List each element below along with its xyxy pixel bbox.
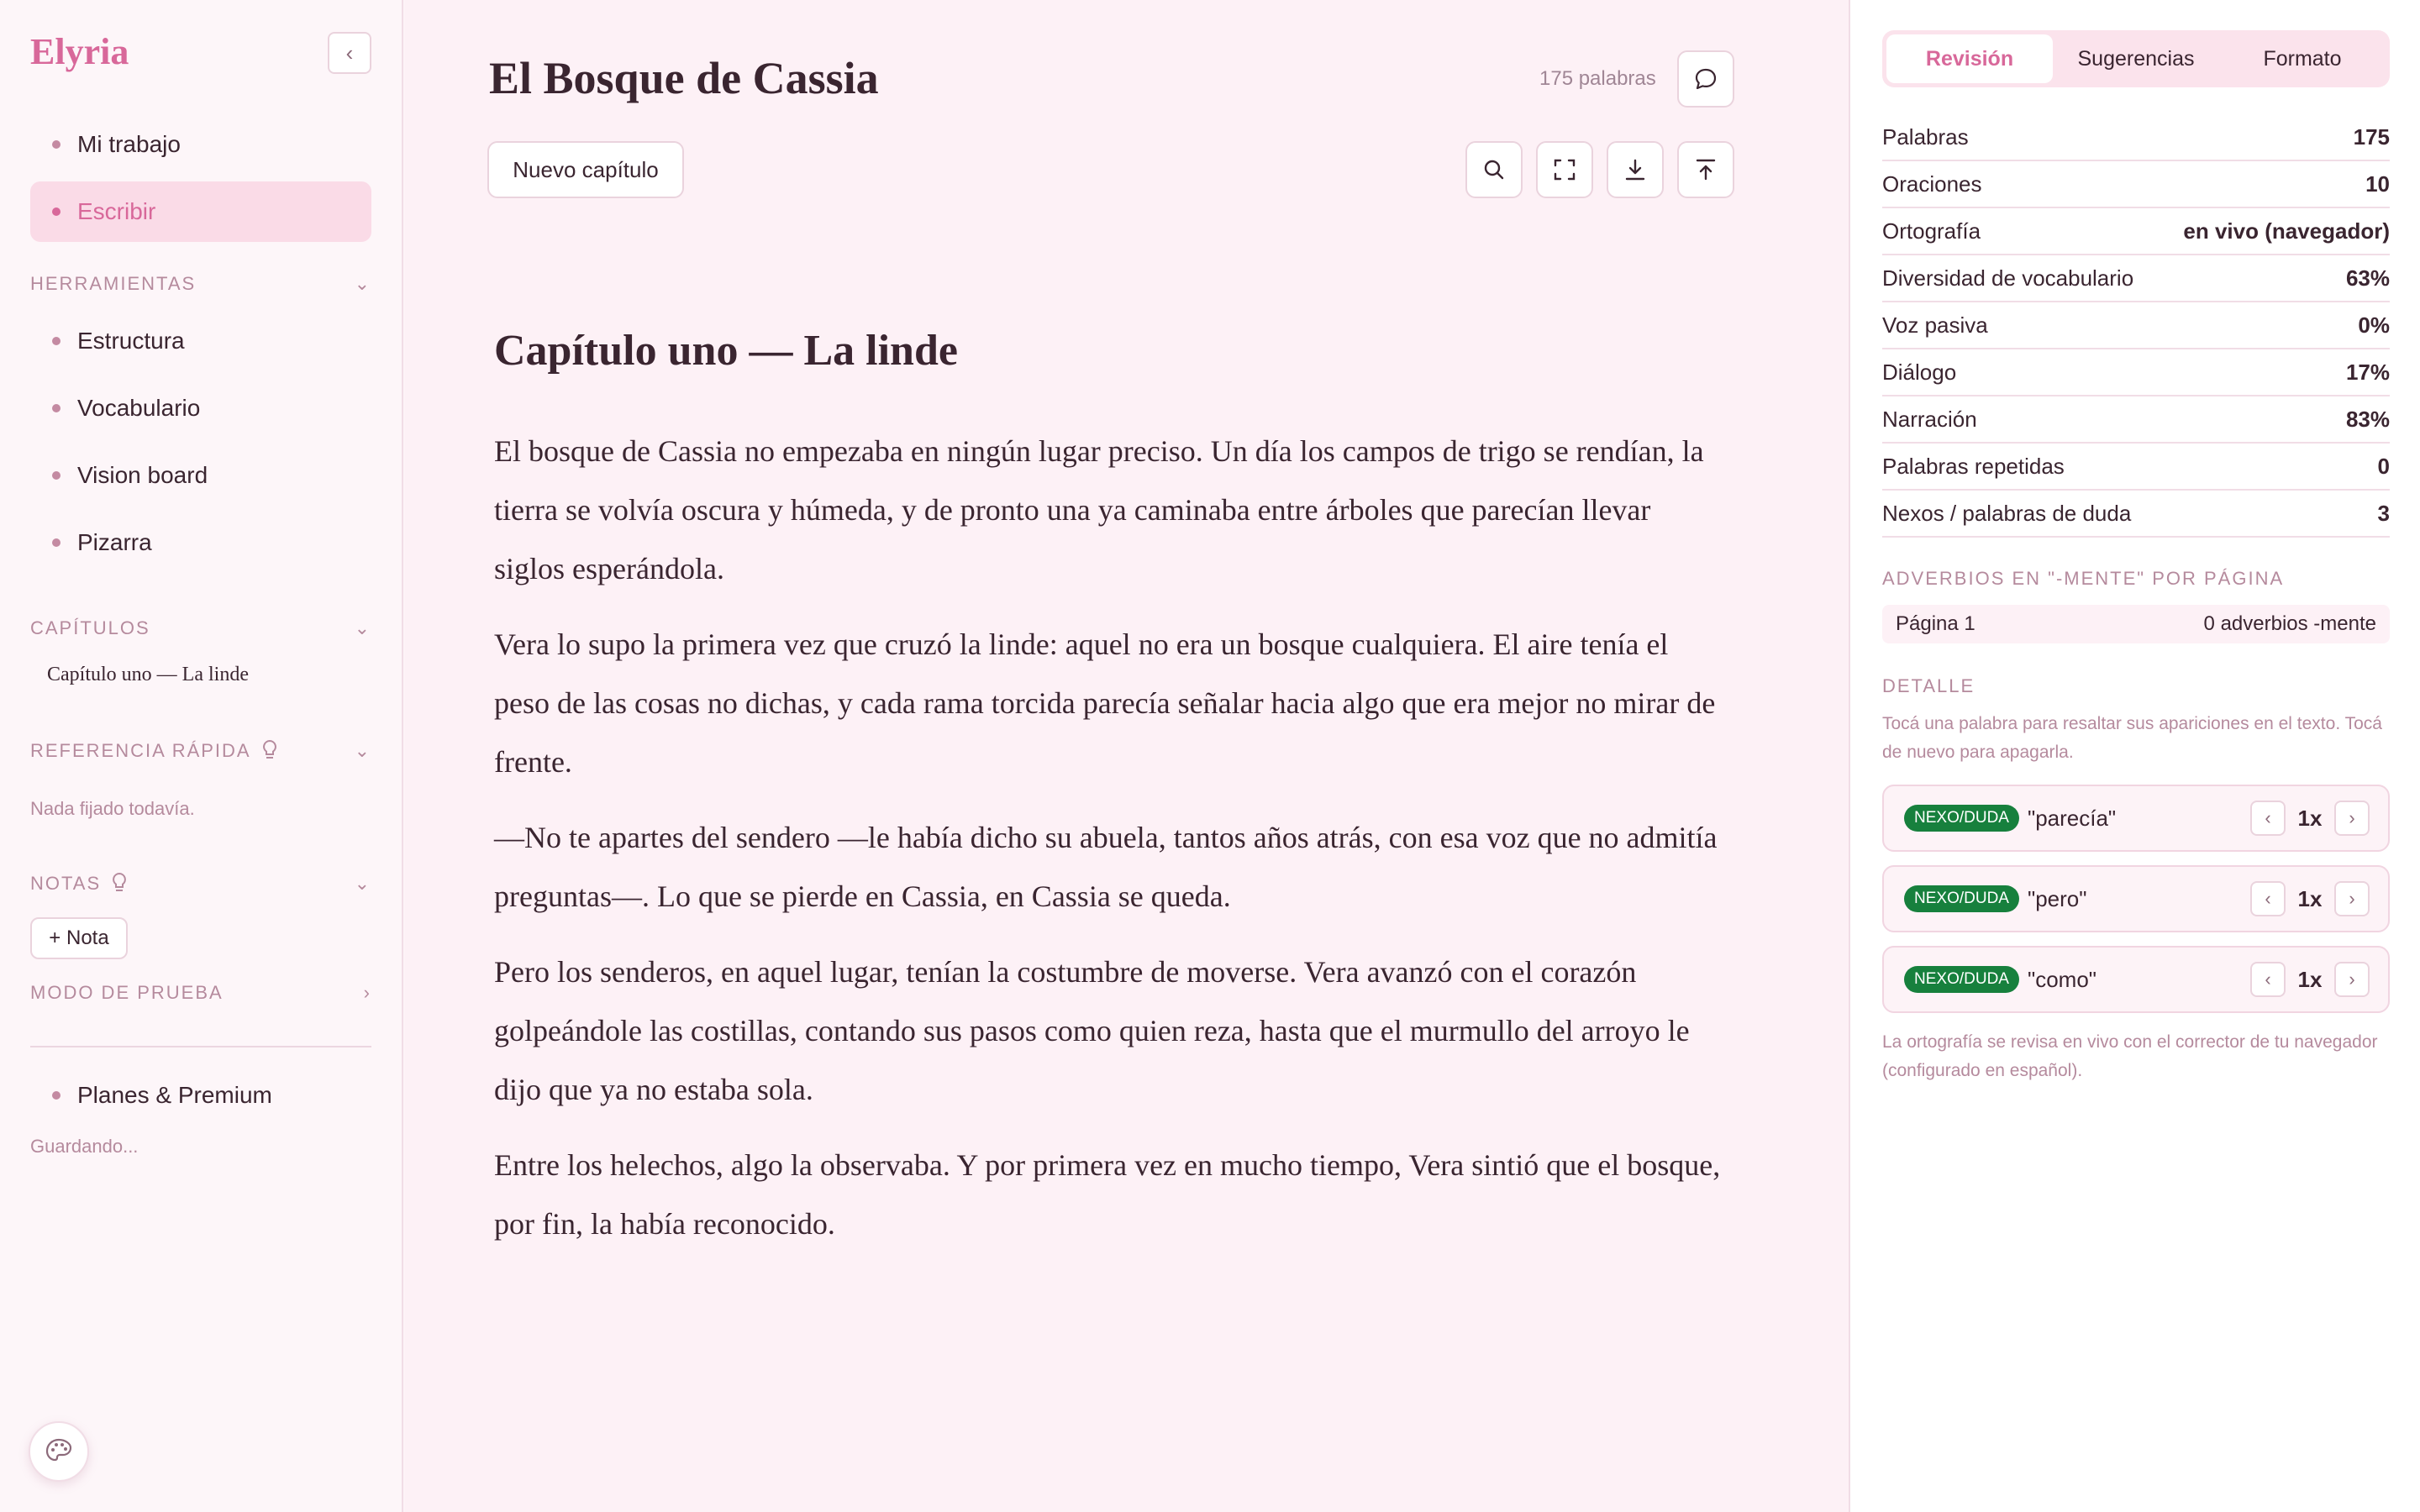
prev-occurrence-button[interactable]: ‹ bbox=[2250, 962, 2286, 997]
detail-term[interactable]: "como" bbox=[2027, 966, 2097, 992]
sidebar-item-planes[interactable] bbox=[30, 1065, 371, 1126]
chevron-down-icon: ⌄ bbox=[354, 740, 371, 761]
bullet-icon bbox=[52, 207, 60, 216]
section-referencia-rapida[interactable] bbox=[30, 734, 371, 768]
paragraph[interactable]: —No te apartes del sendero —le había dicho su abuela, tantos años atrás, con esa voz que no admitía preguntas—. Lo que se pierde en Cassia, en Cassia se queda. bbox=[494, 821, 1718, 913]
adverbs-count: 0 adverbios -mente bbox=[2203, 612, 2376, 635]
stat-row bbox=[1882, 255, 2390, 302]
stat-label: Diálogo bbox=[1882, 359, 1957, 385]
sidebar-item-estructura[interactable] bbox=[30, 311, 371, 371]
sidebar-item-label: Mi trabajo bbox=[77, 131, 181, 157]
speech-bubble-icon bbox=[1692, 66, 1719, 92]
sidebar-item-label: Vocabulario bbox=[77, 395, 201, 421]
chapter-link[interactable]: Capítulo uno — La linde bbox=[47, 664, 249, 685]
stat-label: Palabras repetidas bbox=[1882, 453, 2065, 479]
stat-value: 175 bbox=[2353, 123, 2390, 150]
brand-logo[interactable]: Elyria bbox=[30, 31, 129, 72]
section-title: REFERENCIA RÁPIDA bbox=[30, 740, 251, 761]
occurrence-stepper bbox=[2250, 801, 2370, 836]
detail-hint: Tocá una palabra para resaltar sus apariciones en el texto. Tocá de nuevo para apagarla. bbox=[1882, 714, 2382, 762]
tab-formato[interactable]: Formato bbox=[2263, 46, 2342, 71]
chevron-down-icon: ⌄ bbox=[354, 873, 371, 894]
bullet-icon bbox=[52, 471, 60, 480]
page-label: Página 1 bbox=[1896, 612, 1975, 635]
chevron-left-icon: ‹ bbox=[345, 39, 354, 66]
bullet-icon bbox=[52, 1091, 60, 1100]
section-title: NOTAS bbox=[30, 873, 102, 894]
detail-item[interactable] bbox=[1882, 865, 2390, 932]
detail-term[interactable]: "parecía" bbox=[2027, 805, 2117, 831]
stat-row bbox=[1882, 208, 2390, 255]
save-status: Guardando... bbox=[30, 1136, 139, 1157]
stat-label: Ortografía bbox=[1882, 218, 1981, 244]
next-occurrence-button[interactable]: › bbox=[2334, 881, 2370, 916]
occurrence-stepper bbox=[2250, 962, 2370, 997]
bullet-icon bbox=[52, 140, 60, 149]
bullet-icon bbox=[52, 538, 60, 547]
sidebar-item-vision-board[interactable] bbox=[30, 445, 371, 506]
quick-ref-empty: Nada fijado todavía. bbox=[30, 798, 195, 819]
stat-row bbox=[1882, 114, 2390, 161]
occurrence-count: 1x bbox=[2297, 966, 2323, 992]
tab-sugerencias[interactable]: Sugerencias bbox=[2077, 46, 2195, 71]
next-occurrence-button[interactable]: › bbox=[2334, 801, 2370, 836]
stat-value: 63% bbox=[2345, 265, 2390, 291]
stat-label: Narración bbox=[1882, 406, 1977, 432]
status-badge: NEXO/DUDA bbox=[1904, 966, 2019, 993]
sidebar-item-pizarra[interactable] bbox=[30, 512, 371, 573]
stat-value: 83% bbox=[2345, 406, 2390, 432]
section-title: HERRAMIENTAS bbox=[30, 273, 197, 294]
editor-area bbox=[405, 0, 1849, 1512]
download-icon bbox=[1622, 156, 1649, 183]
sidebar-divider bbox=[30, 1046, 371, 1047]
paragraph[interactable]: El bosque de Cassia no empezaba en ningún lugar preciso. Un día los campos de trigo se rendían, la tierra se volvía oscura y húmeda, y de pronto una ya caminaba entre árboles que parecían llevar siglos esperándola. bbox=[494, 434, 1704, 585]
stat-row bbox=[1882, 161, 2390, 208]
detail-term[interactable]: "pero" bbox=[2027, 885, 2087, 911]
sidebar-item-label: Planes & Premium bbox=[77, 1082, 272, 1108]
stat-value: 0 bbox=[2377, 453, 2390, 479]
section-herramientas[interactable] bbox=[30, 267, 371, 301]
stat-value: en vivo (navegador) bbox=[2183, 218, 2390, 244]
fullscreen-icon bbox=[1551, 156, 1578, 183]
panel-tabs bbox=[1882, 30, 2390, 87]
stat-row bbox=[1882, 444, 2390, 491]
spellcheck-note: La ortografía se revisa en vivo con el corrector de tu navegador (configurado en español). bbox=[1882, 1032, 2378, 1080]
detail-heading: DETALLE bbox=[1882, 675, 1975, 696]
sidebar-item-label: Escribir bbox=[77, 198, 156, 224]
search-button[interactable] bbox=[1465, 141, 1523, 198]
section-title: CAPÍTULOS bbox=[30, 617, 150, 638]
prev-occurrence-button[interactable]: ‹ bbox=[2250, 881, 2286, 916]
add-note-button[interactable]: + Nota bbox=[30, 917, 128, 959]
stat-label: Diversidad de vocabulario bbox=[1882, 265, 2134, 291]
stat-value: 17% bbox=[2345, 359, 2390, 385]
prev-occurrence-button[interactable]: ‹ bbox=[2250, 801, 2286, 836]
theme-button[interactable] bbox=[29, 1421, 89, 1482]
paragraph[interactable]: Entre los helechos, algo la observaba. Y por primera vez en mucho tiempo, Vera sintió que el bosque, por fin, la había reconocido. bbox=[494, 1148, 1721, 1241]
status-badge: NEXO/DUDA bbox=[1904, 805, 2019, 832]
section-capitulos[interactable] bbox=[30, 612, 371, 645]
bullet-icon bbox=[52, 337, 60, 345]
status-badge: NEXO/DUDA bbox=[1904, 885, 2019, 912]
section-title: MODO DE PRUEBA bbox=[30, 982, 224, 1003]
collapse-sidebar-button[interactable] bbox=[328, 32, 371, 74]
upload-icon bbox=[1692, 156, 1719, 183]
stat-row bbox=[1882, 349, 2390, 396]
sidebar-item-label: Pizarra bbox=[77, 529, 152, 555]
tab-revision[interactable]: Revisión bbox=[1886, 34, 2053, 83]
chevron-right-icon: › bbox=[363, 982, 371, 1003]
detail-item[interactable] bbox=[1882, 946, 2390, 1013]
stat-value: 0% bbox=[2358, 312, 2390, 338]
review-panel bbox=[1849, 0, 2420, 1512]
stat-label: Oraciones bbox=[1882, 171, 1982, 197]
comments-button[interactable] bbox=[1677, 50, 1734, 108]
document-title[interactable]: El Bosque de Cassia bbox=[489, 53, 879, 103]
stat-value: 3 bbox=[2377, 500, 2390, 526]
chevron-down-icon: ⌄ bbox=[354, 273, 371, 294]
next-occurrence-button[interactable]: › bbox=[2334, 962, 2370, 997]
stat-row bbox=[1882, 302, 2390, 349]
paragraph[interactable]: Pero los senderos, en aquel lugar, tenían la costumbre de moverse. Vera avanzó con el corazón golpeándole las costillas, contando sus pasos como quien reza, hasta que el murmullo del arroyo le dijo que ya no estaba sola. bbox=[494, 955, 1690, 1106]
stat-label: Voz pasiva bbox=[1882, 312, 1988, 338]
lightbulb-icon bbox=[111, 872, 128, 895]
palette-icon bbox=[45, 1437, 73, 1466]
page-adverbs-row bbox=[1882, 605, 2390, 643]
sidebar-item-escribir[interactable] bbox=[30, 181, 371, 242]
lightbulb-icon bbox=[261, 739, 278, 763]
sidebar bbox=[0, 0, 403, 1512]
sidebar-item-label: Vision board bbox=[77, 462, 208, 488]
stat-label: Nexos / palabras de duda bbox=[1882, 500, 2132, 526]
detail-item[interactable] bbox=[1882, 785, 2390, 852]
stat-label: Palabras bbox=[1882, 123, 1969, 150]
paragraph[interactable]: Vera lo supo la primera vez que cruzó la linde: aquel no era un bosque cualquiera. El aire tenía el peso de las cosas no dichas, y cada rama torcida parecía señalar hacia algo que era mejor no mirar de frente. bbox=[494, 627, 1716, 779]
word-count: 175 palabras bbox=[1539, 67, 1656, 90]
editor-text[interactable] bbox=[494, 422, 1721, 1270]
stats-list bbox=[1882, 114, 2390, 538]
occurrence-count: 1x bbox=[2297, 885, 2323, 911]
search-icon bbox=[1481, 156, 1507, 183]
stat-value: 10 bbox=[2365, 171, 2390, 197]
download-button[interactable] bbox=[1607, 141, 1664, 198]
adverbs-heading: ADVERBIOS EN "-MENTE" POR PÁGINA bbox=[1882, 568, 2285, 589]
sidebar-item-mi-trabajo[interactable] bbox=[30, 114, 371, 175]
stat-row bbox=[1882, 396, 2390, 444]
fullscreen-button[interactable] bbox=[1536, 141, 1593, 198]
chapter-heading[interactable]: Capítulo uno — La linde bbox=[494, 327, 958, 375]
section-notas[interactable] bbox=[30, 867, 371, 900]
stat-row bbox=[1882, 491, 2390, 538]
chevron-down-icon: ⌄ bbox=[354, 617, 371, 638]
upload-button[interactable] bbox=[1677, 141, 1734, 198]
occurrence-count: 1x bbox=[2297, 805, 2323, 831]
sidebar-item-label: Estructura bbox=[77, 328, 185, 354]
sidebar-item-vocabulario[interactable] bbox=[30, 378, 371, 438]
occurrence-stepper bbox=[2250, 881, 2370, 916]
section-modo-prueba[interactable] bbox=[30, 976, 371, 1010]
new-chapter-button[interactable]: Nuevo capítulo bbox=[487, 141, 684, 198]
bullet-icon bbox=[52, 404, 60, 412]
